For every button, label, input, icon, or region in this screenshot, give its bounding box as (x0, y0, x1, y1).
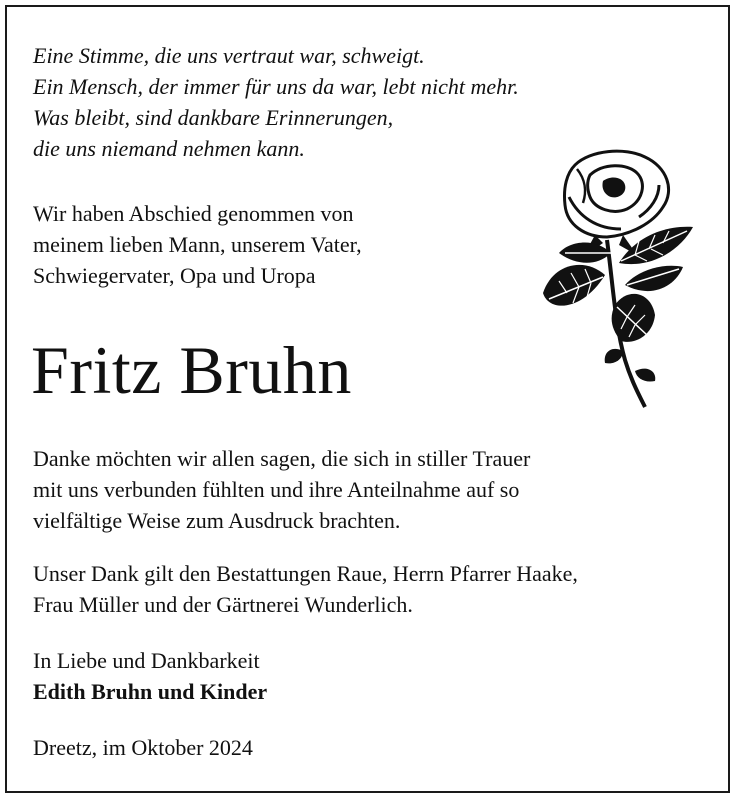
intro-line: Wir haben Abschied genommen von (33, 201, 354, 226)
rose-icon (535, 145, 705, 415)
signature-names: Edith Bruhn und Kinder (33, 679, 268, 704)
thanks-line: Danke möchten wir allen sagen, die sich in stiller Trauer (33, 446, 531, 471)
intro-text (33, 198, 362, 291)
poem (33, 40, 519, 164)
deceased-name: Fritz Bruhn (31, 332, 352, 408)
poem-line: die uns niemand nehmen kann. (33, 136, 305, 161)
thanks-line: vielfältige Weise zum Ausdruck brachten. (33, 508, 401, 533)
poem-line: Ein Mensch, der immer für uns da war, lebt nicht mehr. (33, 74, 519, 99)
poem-line: Was bleibt, sind dankbare Erinnerungen, (33, 105, 394, 130)
thanks-text (33, 443, 530, 536)
poem-line: Eine Stimme, die uns vertraut war, schweigt. (33, 43, 425, 68)
intro-line: Schwiegervater, Opa und Uropa (33, 263, 316, 288)
place-date: Dreetz, im Oktober 2024 (33, 735, 253, 760)
acknowledgement-line: Frau Müller und der Gärtnerei Wunderlich. (33, 592, 413, 617)
acknowledgement-line: Unser Dank gilt den Bestattungen Raue, Herrn Pfarrer Haake, (33, 561, 578, 586)
signature (33, 645, 267, 707)
thanks-line: mit uns verbunden fühlten und ihre Anteilnahme auf so (33, 477, 520, 502)
intro-line: meinem lieben Mann, unserem Vater, (33, 232, 362, 257)
signature-closing: In Liebe und Dankbarkeit (33, 648, 260, 673)
acknowledgement-text (33, 558, 578, 620)
